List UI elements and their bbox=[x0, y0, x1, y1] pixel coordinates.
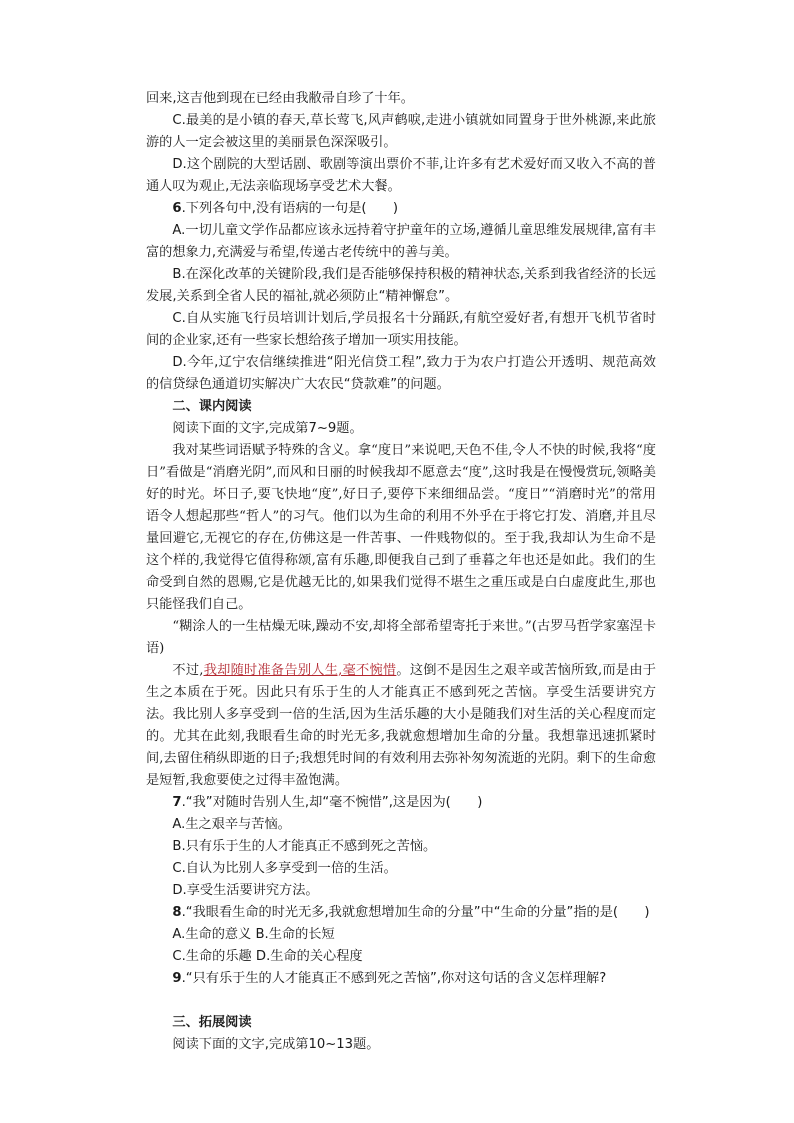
q9-stem bbox=[146, 968, 656, 990]
q7-option-b: B.只有乐于生的人才能真正不感到死之苦恼。 bbox=[172, 839, 437, 854]
q8-stem bbox=[146, 902, 656, 924]
q6-stem bbox=[146, 198, 656, 220]
q7-stem bbox=[146, 792, 656, 814]
q6-option-b: B.在深化改革的关键阶段,我们是否能够保持积极的精神状态,关系到我省经济的长远发展,关系到全省人民的福祉,就必须防止“精神懈怠”。 bbox=[146, 267, 656, 304]
q9-number: 9 bbox=[172, 971, 182, 986]
q6-option-c: C.自从实施飞行员培训计划后,学员报名十分踊跃,有航空爱好者,有想开飞机节省时间的企业家,还有一些家长想给孩子增加一项实用技能。 bbox=[146, 311, 656, 348]
q7-stem-text: .“我”对随时告别人生,却“毫不惋惜”,这是因为( ) bbox=[181, 795, 483, 810]
q8-stem-text: .“我眼看生命的时光无多,我就愈想增加生命的分量”中“生命的分量”指的是( ) bbox=[181, 905, 650, 920]
q8-number: 8 bbox=[172, 905, 182, 920]
q8-options-cd: C.生命的乐趣 D.生命的关心程度 bbox=[172, 949, 363, 964]
section2-instruction: 阅读下面的文字,完成第7~9题。 bbox=[172, 421, 363, 436]
q6-option-a: A.一切儿童文学作品都应该永远持着守护童年的立场,遵循儿童思维发展规律,富有丰富的想象力,充满爱与希望,传递古老传统中的善与美。 bbox=[146, 223, 656, 260]
answer-space bbox=[146, 990, 656, 1012]
passage-paragraph-1: 我对某些词语赋予特殊的含义。拿“度日”来说吧,天色不佳,令人不快的时候,我将“度日”看做是“消磨光阴”,而风和日丽的时候我却不愿意去“度”,这时我是在慢慢赏玩,领略美好的时光。坏日子,要飞快地“度”,好日子,要停下来细细品尝。“度日”“消磨时光”的常用语令人想起那些“哲人”的习气。他们以为生命的利用不外乎在于将它打发、消磨,并且尽量回避它,无视它的存在,仿佛这是一件苦事、一件贱物似的。至于我,我却认为生命不是这个样的,我觉得它值得称颂,富有乐趣,即便我自己到了垂暮之年也还是如此。我们的生命受到自然的恩赐,它是优越无比的,如果我们觉得不堪生之重压或是白白虚度此生,那也只能怪我们自己。 bbox=[146, 443, 656, 612]
q5-option-b-tail: 回来,这吉他到现在已经由我敝帚自珍了十年。 bbox=[146, 91, 414, 106]
passage-paragraph-2: “糊涂人的一生枯燥无味,躁动不安,却将全部希望寄托于来世。”(古罗马哲学家塞涅卡语) bbox=[146, 619, 656, 656]
q6-stem-text: .下列各句中,没有语病的一句是( ) bbox=[181, 201, 399, 216]
passage-p3-rest: 。这倒不是因生之艰辛或苦恼所致,而是由于生之本质在于死。因此只有乐于生的人才能真正不感到死之苦恼。享受生活要讲究方法。我比别人多享受到一倍的生活,因为生活乐趣的大小是随我们对生活的关心程度而定的。尤其在此刻,我眼看生命的时光无多,我就愈想增加生命的分量。我想靠迅速抓紧时间,去留住稍纵即逝的日子;我想凭时间的有效利用去弥补匆匆流逝的光阴。剩下的生命愈是短暂,我愈要使之过得丰盈饱满。 bbox=[146, 663, 656, 788]
q6-number: 6 bbox=[172, 201, 182, 216]
section2-heading: 二、课内阅读 bbox=[172, 399, 252, 414]
q7-option-d: D.享受生活要讲究方法。 bbox=[172, 883, 319, 898]
q5-option-d: D.这个剧院的大型话剧、歌剧等演出票价不菲,让许多有艺术爱好而又收入不高的普通人叹为观止,无法亲临现场享受艺术大餐。 bbox=[146, 157, 656, 194]
q9-stem-text: .“只有乐于生的人才能真正不感到死之苦恼”,你对这句话的含义怎样理解? bbox=[181, 971, 607, 986]
section3-instruction: 阅读下面的文字,完成第10~13题。 bbox=[172, 1037, 380, 1052]
q7-number: 7 bbox=[172, 795, 182, 810]
q6-option-d: D.今年,辽宁农信继续推进“阳光信贷工程”,致力于为农户打造公开透明、规范高效的信贷绿色通道切实解决广大农民“贷款难”的问题。 bbox=[146, 355, 656, 392]
q5-option-c: C.最美的是小镇的春天,草长莺飞,风声鹤唳,走进小镇就如同置身于世外桃源,来此旅游的人一定会被这里的美丽景色深深吸引。 bbox=[146, 113, 656, 150]
q7-option-a: A.生之艰辛与苦恼。 bbox=[172, 817, 291, 832]
q8-options-ab: A.生命的意义 B.生命的长短 bbox=[172, 927, 335, 942]
section3-heading: 三、拓展阅读 bbox=[172, 1015, 252, 1030]
underlined-sentence: 我却随时准备告别人生,毫不惋惜 bbox=[203, 663, 397, 678]
passage-p3-prefix: 不过, bbox=[172, 663, 204, 678]
passage-paragraph-3 bbox=[146, 660, 656, 792]
q7-option-c: C.自认为比别人多享受到一倍的生活。 bbox=[172, 861, 397, 876]
page-content bbox=[146, 88, 656, 1056]
